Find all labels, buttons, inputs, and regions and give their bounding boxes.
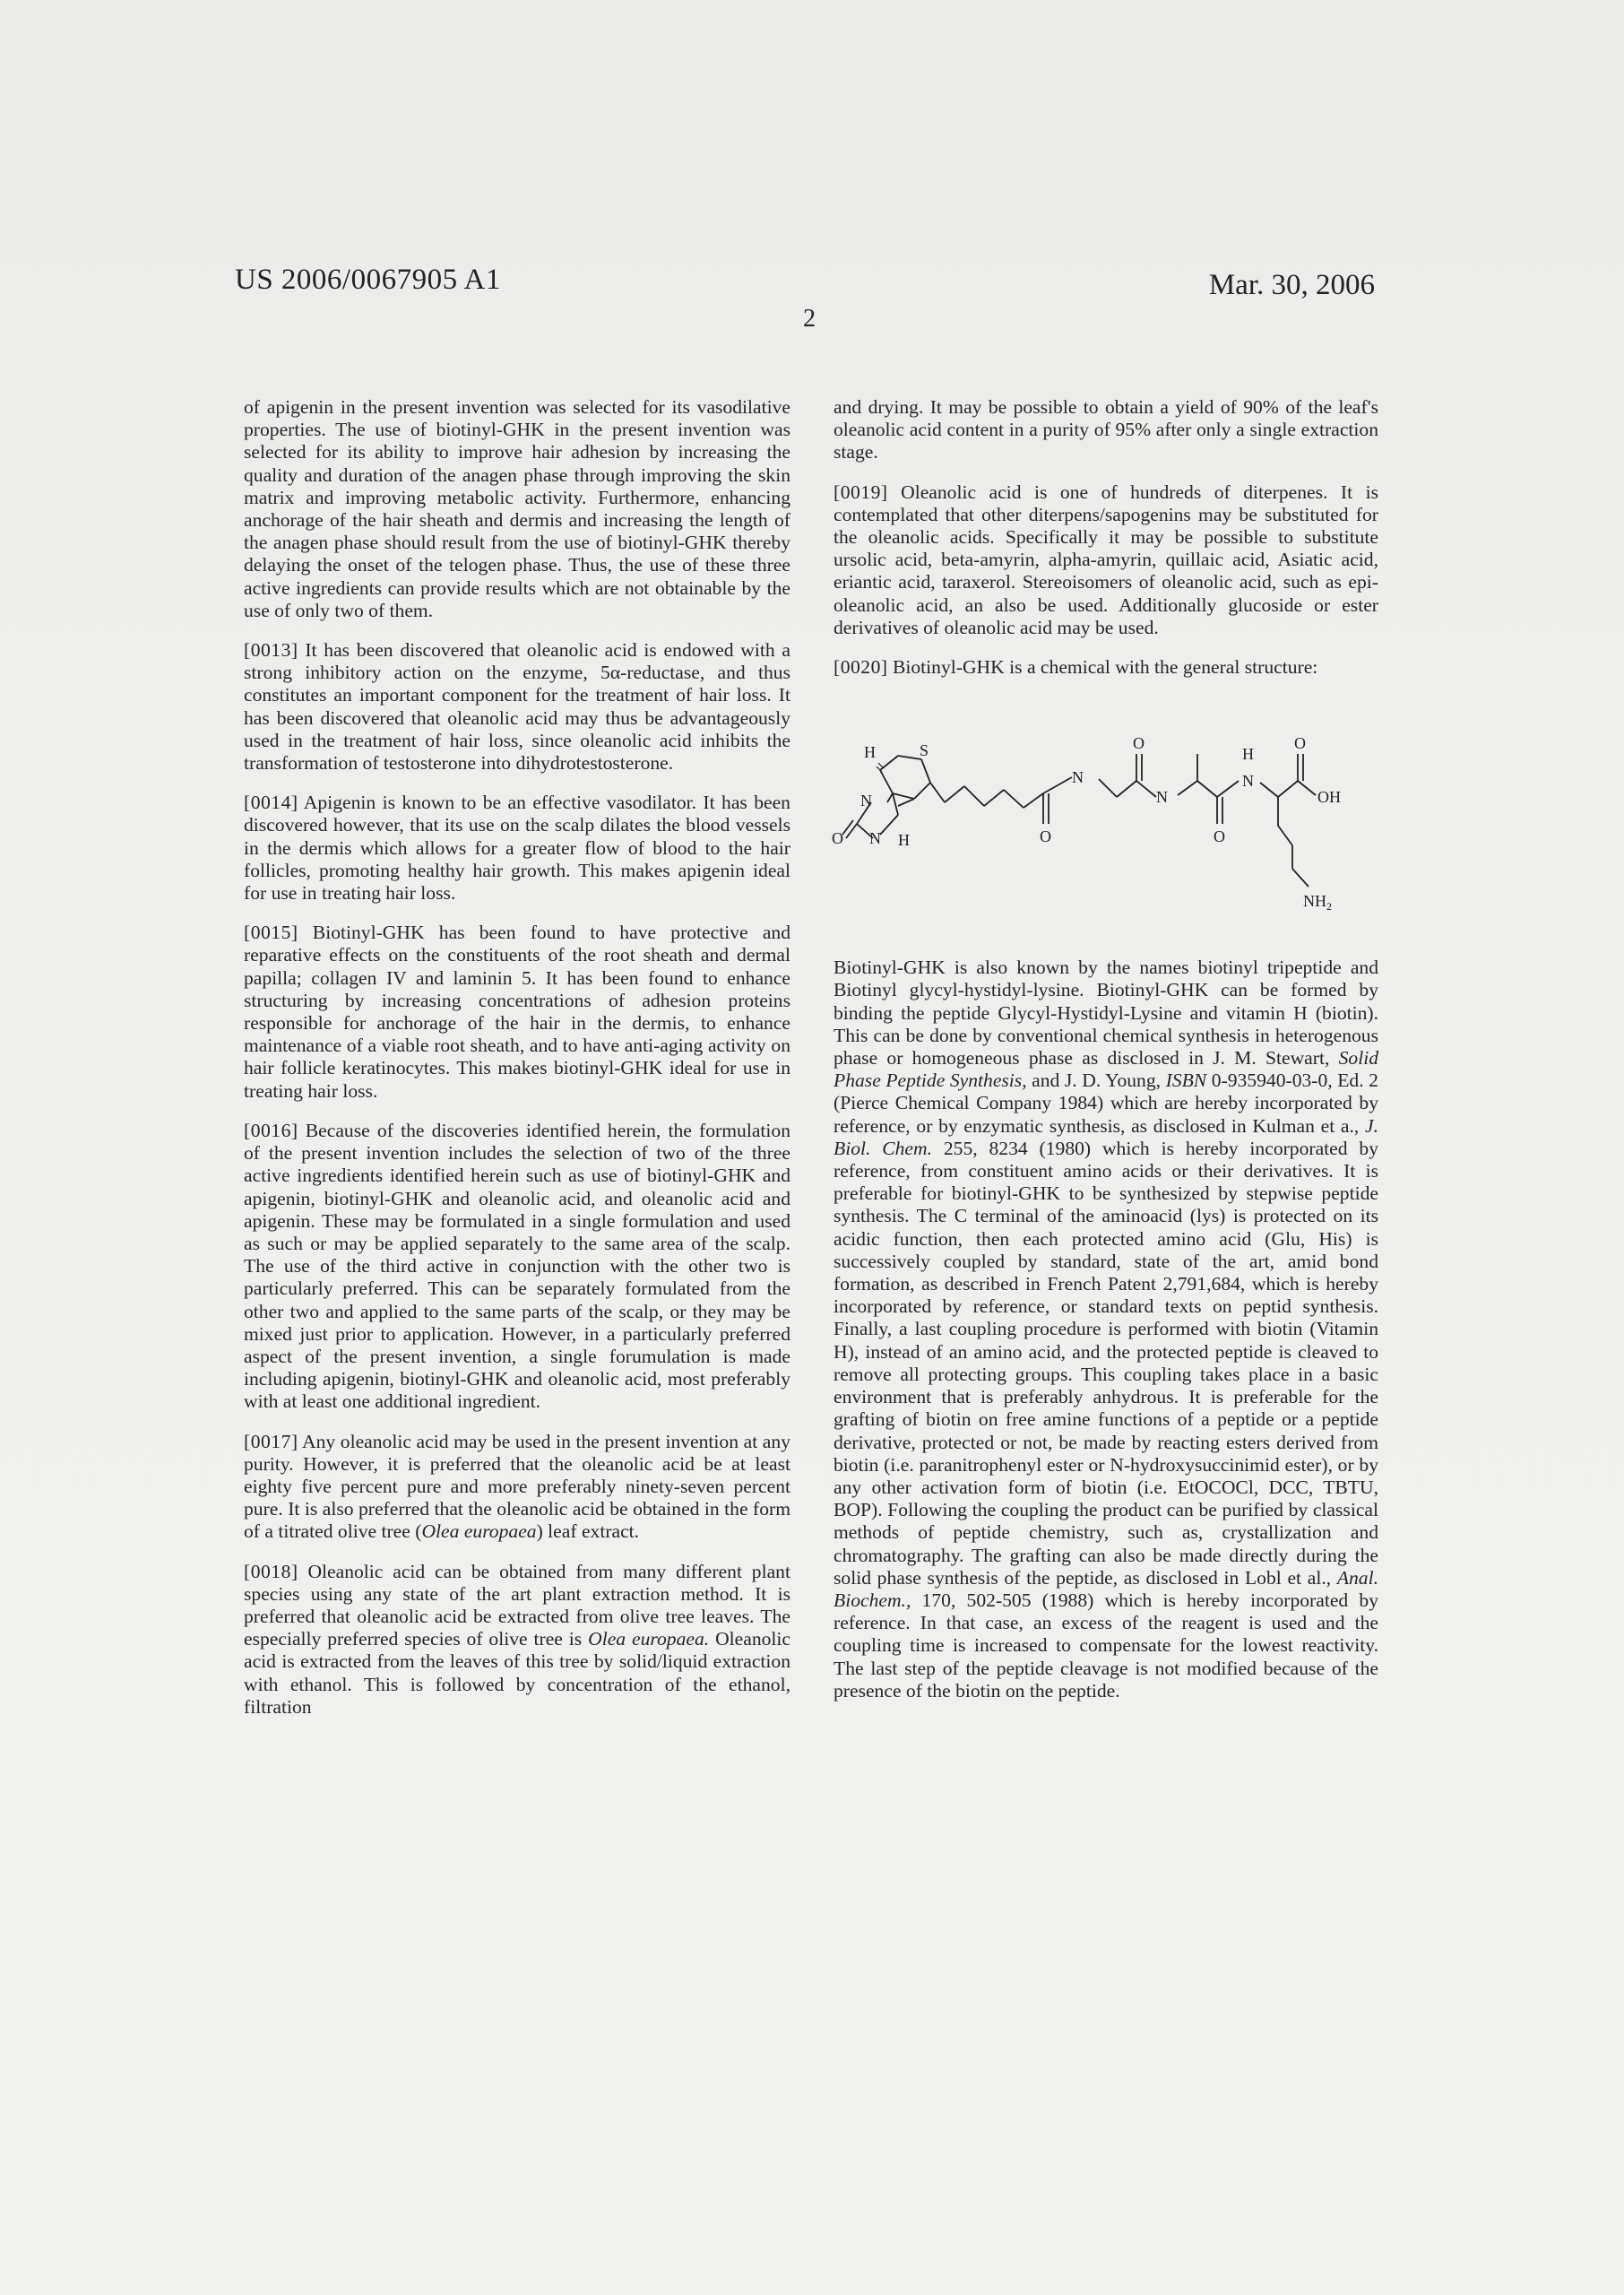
citation-title: Solid Phase Peptide Synthesis, — [834, 1047, 1378, 1092]
paragraph-number: [0013] — [244, 639, 298, 662]
paragraph-continuation: and drying. It may be possible to obtain a yield of 90% of the leaf's oleanolic acid content in a purity of 95% after only a single extraction stage. — [834, 396, 1378, 463]
paragraph-text: Oleanolic acid can be obtained from many different plant species using any state of the art plant extraction method. It is preferred that oleanolic acid be extracted from olive tree leaves. The especially preferred species of olive tree is — [244, 1560, 790, 1650]
paragraph-number: [0020] — [834, 656, 888, 679]
paragraph-0018 — [244, 1561, 790, 1719]
left-column — [244, 396, 790, 1736]
chem-label-s: S — [920, 741, 929, 760]
species-name: Olea europaea — [421, 1520, 537, 1543]
paragraph-text: Biotinyl-GHK has been found to have protective and reparative effects on the constituents of the root sheath and dermal papilla; collagen IV and laminin 5. It has been found to enhance structuring by increasing concentrations of adhesion proteins responsible for anchorage of the hair in the dermis, to enhance maintenance of a viable root sheath, and to have anti-aging activity on hair follicle keratinocytes. This makes biotinyl-GHK ideal for use in treating hair loss. — [244, 922, 790, 1102]
chem-label-o3: O — [1214, 827, 1225, 846]
chem-label-oh: OH — [1317, 788, 1341, 807]
chem-label-nh2: $NH_2$ — [1303, 892, 1332, 914]
citation-isbn: ISBN — [1165, 1070, 1207, 1092]
paragraph-synthesis: Biotinyl-GHK is also known by the names biotinyl tripeptide and Biotinyl glycyl-hystidyl-lysine. Biotinyl-GHK can be formed by binding the peptide Glycyl-Hystidyl-Lysine and vitamin H (biotin). This can be done by conventional chemical synthesis in heterogenous phase or homogeneous phase as disclosed in J. M. Stewart, Solid Phase Peptide Synthesis, and J. D. Young, ISBN 0-935940-03-0, Ed. 2 (Pierce Chemical Company 1984) which are hereby incorporated by reference, or by enzymatic synthesis, as disclosed in Kulman et a., J. Biol. Chem. 255, 8234 (1980) which is hereby incorporated by reference, from constituent amino acids or their derivatives. It is preferable for biotinyl-GHK to be synthesized by stepwise peptide synthesis. The C terminal of the aminoacid (lys) is protected on its acidic function, then each protected amino acid (Glu, His) is successively coupled by standard, state of the art, amid bond formation, as described in French Patent 2,791,684, which is hereby incorporated by reference, or standard texts on peptid synthesis. Finally, a last coupling procedure is performed with biotin (Vitamin H), instead of an amino acid, and the protected peptide is cleaved to remove all protecting groups. This coupling takes place in a basic environment that is preferably anhydrous. It is preferable for the grafting of biotin on free amine functions of a peptide or a peptide derivative, protected or not, be made by reacting esters derived from biotin (i.e. paranitrophenyl ester or N-hydroxysuccinimid ester), or by any other activation form of biotin (i.e. EtOCOCl, DCC, TBTU, BOP). Following the coupling the product can be purified by classical methods of peptide chemistry, such as, crystallization and chromatography. The grafting can also be made directly during the solid phase synthesis of the peptide, as disclosed in Lobl et al., Anal. Biochem., 170, 502-505 (1988) which is hereby incorporated by reference. In that case, an excess of the reagent is used and the coupling time is increased to compensate for the lowest reactivity. The last step of the peptide cleavage is not modified because of the presence of the biotin on the peptide. — [834, 957, 1378, 1702]
paragraph-text: Biotinyl-GHK is a chemical with the general structure: — [892, 656, 1318, 679]
paragraph-0019 — [834, 481, 1378, 639]
paragraph-0013 — [244, 639, 790, 775]
chem-label-o-left: O — [832, 829, 843, 848]
publication-date: Mar. 30, 2006 — [1208, 269, 1375, 301]
chem-label-h-bottom: H — [898, 831, 910, 850]
right-column — [834, 396, 1378, 1719]
paragraph-text: ) leaf extract. — [536, 1520, 640, 1543]
paragraph-number: [0017] — [244, 1430, 298, 1452]
publication-number: US 2006/0067905 A1 — [235, 264, 501, 296]
paragraph-number: [0016] — [244, 1119, 298, 1141]
paragraph-number: [0018] — [244, 1560, 298, 1582]
chem-label-n-amide3: N — [1242, 772, 1254, 791]
paragraph-text: Oleanolic acid is one of hundreds of diterpenes. It is contemplated that other diterpens/sapogenins may be substituted for the oleanolic acids. Specifically it may be possible to substitute ursolic acid, beta-amyrin, alpha-amyrin, quillaic acid, Asiatic acid, eriantic acid, taraxerol. Stereoisomers of oleanolic acid, such as epi-oleanolic acid, an also be used. Additionally glucoside or ester derivatives of oleanolic acid may be used. — [834, 481, 1378, 638]
biotinyl-ghk-structure — [834, 709, 1378, 924]
citation-journal: Anal. Biochem., — [834, 1566, 1378, 1611]
paragraph-0015 — [244, 922, 790, 1103]
chem-label-n-amide2: N — [1156, 788, 1168, 807]
paragraph-text: It has been discovered that oleanolic acid is endowed with a strong inhibitory action on the enzyme, 5α-reductase, and thus constitutes an important component for the treatment of hair loss. It has been discovered that oleanolic acid may thus be advantageously used in the treatment of hair loss, since oleanolic acid inhibits the transformation of testosterone into dihydrotestosterone. — [244, 639, 790, 775]
chem-label-n-left: N — [860, 792, 872, 810]
paragraph-number: [0019] — [834, 481, 888, 503]
paragraph-number: [0014] — [244, 792, 298, 814]
paragraph-continuation: of apigenin in the present invention was selected for its vasodilative properties. The use of biotinyl-GHK in the present invention was selected for its ability to improve hair adhesion by increasing the quality and duration of the anagen phase through improving the skin matrix and improving metabolic activity. Furthermore, enhancing anchorage of the hair sheath and dermis and increasing the length of the anagen phase should result from the use of biotinyl-GHK thereby delaying the onset of the telogen phase. Thus, the use of these three active ingredients can provide results which are not obtainable by the use of only two of them. — [244, 396, 790, 621]
chem-label-n-bottom: N — [869, 829, 881, 848]
paragraph-text: Because of the discoveries identified herein, the formulation of the present invention includes the selection of two of the three active ingredients identified herein such as use of biotinyl-GHK and apigenin, biotinyl-GHK and oleanolic acid, and oleanolic acid and apigenin. These may be formulated in a single formulation and used as such or may be applied separately to the same area of the scalp. The use of the third active in conjunction with the other two is particularly preferred. This can be separately formulated from the other two and applied to the same parts of the scalp, or they may be mixed just prior to application. However, in a particularly preferred aspect of the present invention, a single forumulation is made including apigenin, biotinyl-GHK and oleanolic acid, most preferably with at least one additional ingredient. — [244, 1119, 790, 1413]
paragraph-number: [0015] — [244, 922, 298, 944]
chemical-structure-diagram — [834, 709, 1378, 924]
chem-label-o2: O — [1133, 734, 1145, 753]
chem-label-h-amide3: H — [1242, 745, 1254, 764]
chem-label-n-amide1: N — [1072, 768, 1084, 787]
citation-journal: J. Biol. Chem. — [834, 1114, 1378, 1159]
paragraph-text: Apigenin is known to be an effective vasodilator. It has been discovered however, that its use on the scalp dilates the blood vessels in the dermis which allows for a greater flow of blood to the hair follicles, promoting healthy hair growth. This makes apigenin ideal for use in treating hair loss. — [244, 792, 790, 905]
paragraph-0017 — [244, 1431, 790, 1544]
chem-label-h-top: H — [864, 743, 876, 762]
chem-label-o4: O — [1294, 734, 1306, 753]
paragraph-0020 — [834, 656, 1378, 679]
species-name: Olea europaea. — [588, 1628, 710, 1650]
paragraph-text: Oleanolic acid is extracted from the leaves of this tree by solid/liquid extraction with ethanol. This is followed by concentration of the ethanol, filtration — [244, 1628, 791, 1718]
paragraph-text: Any oleanolic acid may be used in the present invention at any purity. However, it is preferred that the oleanolic acid be at least eighty five percent pure and more preferably ninety-seven percent pure. It is also preferred that the oleanolic acid be obtained in the form of a titrated olive tree ( — [244, 1430, 790, 1543]
page-number: 2 — [803, 305, 816, 333]
chem-label-o1: O — [1040, 827, 1051, 846]
paragraph-0016 — [244, 1120, 790, 1414]
paragraph-0014 — [244, 792, 790, 905]
